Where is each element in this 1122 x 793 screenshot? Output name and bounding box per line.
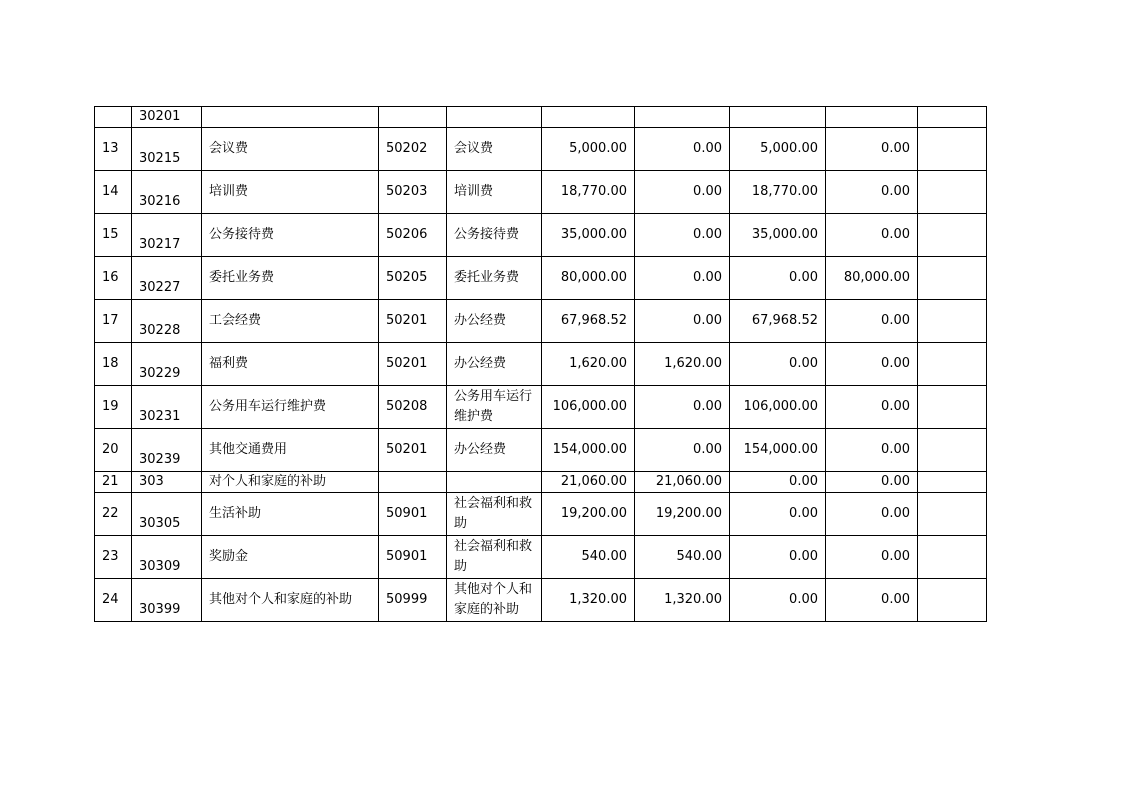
cell-govt-name: 培训费 [447, 171, 542, 214]
cell-amount-extra [918, 536, 987, 579]
cell-amount-basic: 21,060.00 [635, 472, 730, 493]
cell-govt-code: 50208 [379, 386, 447, 429]
cell-economic-name: 会议费 [202, 128, 379, 171]
cell-govt-name: 会议费 [447, 128, 542, 171]
cell-govt-name: 社会福利和救助 [447, 536, 542, 579]
cell-amount-extra [918, 493, 987, 536]
cell-economic-name: 工会经费 [202, 300, 379, 343]
cell-amount-basic: 19,200.00 [635, 493, 730, 536]
cell-row-number: 20 [95, 429, 132, 472]
cell-amount-total: 21,060.00 [542, 472, 635, 493]
cell-row-number: 18 [95, 343, 132, 386]
cell-amount-total: 5,000.00 [542, 128, 635, 171]
cell-economic-code: 30239 [132, 429, 202, 472]
cell-govt-code: 50202 [379, 128, 447, 171]
cell-economic-code: 30305 [132, 493, 202, 536]
cell-govt-name [447, 472, 542, 493]
table-row [95, 171, 987, 214]
cell-amount-project: 154,000.00 [730, 429, 826, 472]
cell-amount-project: 35,000.00 [730, 214, 826, 257]
cell-economic-code: 30309 [132, 536, 202, 579]
cell-amount-total: 1,620.00 [542, 343, 635, 386]
cell-govt-name: 其他对个人和家庭的补助 [447, 579, 542, 622]
cell-amount-basic [635, 107, 730, 128]
cell-govt-code: 50901 [379, 536, 447, 579]
cell-govt-name: 办公经费 [447, 343, 542, 386]
cell-amount-total: 80,000.00 [542, 257, 635, 300]
cell-govt-name: 办公经费 [447, 300, 542, 343]
cell-govt-code: 50201 [379, 343, 447, 386]
cell-economic-code: 30215 [132, 128, 202, 171]
cell-amount-other: 0.00 [826, 128, 918, 171]
cell-amount-other: 0.00 [826, 536, 918, 579]
cell-row-number [95, 107, 132, 128]
cell-amount-project: 18,770.00 [730, 171, 826, 214]
cell-economic-name: 公务接待费 [202, 214, 379, 257]
cell-amount-total: 19,200.00 [542, 493, 635, 536]
table-row [95, 472, 987, 493]
cell-amount-extra [918, 128, 987, 171]
cell-govt-code: 50206 [379, 214, 447, 257]
table-row [95, 257, 987, 300]
cell-amount-other: 0.00 [826, 472, 918, 493]
cell-economic-code: 30216 [132, 171, 202, 214]
cell-amount-project: 0.00 [730, 536, 826, 579]
cell-row-number: 15 [95, 214, 132, 257]
table-row [95, 214, 987, 257]
cell-amount-extra [918, 343, 987, 386]
cell-amount-extra [918, 429, 987, 472]
cell-amount-basic: 1,620.00 [635, 343, 730, 386]
budget-table [94, 106, 987, 622]
cell-amount-total: 154,000.00 [542, 429, 635, 472]
cell-amount-extra [918, 386, 987, 429]
table-row [95, 128, 987, 171]
cell-govt-name: 委托业务费 [447, 257, 542, 300]
cell-amount-project: 0.00 [730, 493, 826, 536]
table-row [95, 579, 987, 622]
cell-row-number: 24 [95, 579, 132, 622]
cell-economic-code: 30227 [132, 257, 202, 300]
cell-economic-code: 30229 [132, 343, 202, 386]
cell-amount-other: 0.00 [826, 214, 918, 257]
cell-amount-other: 0.00 [826, 493, 918, 536]
cell-economic-name: 公务用车运行维护费 [202, 386, 379, 429]
cell-govt-code [379, 472, 447, 493]
table-row [95, 343, 987, 386]
table-row [95, 386, 987, 429]
cell-govt-code: 50203 [379, 171, 447, 214]
cell-economic-name: 其他对个人和家庭的补助 [202, 579, 379, 622]
cell-amount-project: 0.00 [730, 257, 826, 300]
cell-amount-total: 106,000.00 [542, 386, 635, 429]
cell-govt-code [379, 107, 447, 128]
cell-economic-name: 对个人和家庭的补助 [202, 472, 379, 493]
cell-amount-extra [918, 107, 987, 128]
cell-economic-name: 奖励金 [202, 536, 379, 579]
cell-economic-name: 生活补助 [202, 493, 379, 536]
cell-amount-other: 0.00 [826, 300, 918, 343]
table-row [95, 300, 987, 343]
cell-amount-total: 1,320.00 [542, 579, 635, 622]
cell-amount-basic: 1,320.00 [635, 579, 730, 622]
cell-govt-code: 50201 [379, 429, 447, 472]
cell-amount-other: 0.00 [826, 343, 918, 386]
cell-economic-name: 福利费 [202, 343, 379, 386]
cell-amount-other: 0.00 [826, 579, 918, 622]
cell-economic-name [202, 107, 379, 128]
cell-amount-basic: 0.00 [635, 300, 730, 343]
cell-amount-project: 106,000.00 [730, 386, 826, 429]
cell-amount-extra [918, 579, 987, 622]
cell-amount-extra [918, 171, 987, 214]
cell-govt-name [447, 107, 542, 128]
cell-amount-extra [918, 472, 987, 493]
cell-amount-other: 80,000.00 [826, 257, 918, 300]
table-row [95, 429, 987, 472]
cell-row-number: 23 [95, 536, 132, 579]
cell-govt-name: 办公经费 [447, 429, 542, 472]
table-body [95, 107, 987, 622]
cell-amount-basic: 0.00 [635, 171, 730, 214]
cell-amount-project [730, 107, 826, 128]
table-row [95, 536, 987, 579]
cell-govt-name: 公务用车运行维护费 [447, 386, 542, 429]
cell-amount-other: 0.00 [826, 386, 918, 429]
cell-govt-code: 50999 [379, 579, 447, 622]
cell-amount-basic: 0.00 [635, 257, 730, 300]
cell-amount-other: 0.00 [826, 429, 918, 472]
cell-amount-project: 0.00 [730, 472, 826, 493]
cell-economic-code: 30231 [132, 386, 202, 429]
cell-amount-extra [918, 257, 987, 300]
cell-govt-code: 50201 [379, 300, 447, 343]
cell-amount-basic: 0.00 [635, 214, 730, 257]
cell-amount-project: 0.00 [730, 343, 826, 386]
cell-row-number: 16 [95, 257, 132, 300]
table-row [95, 493, 987, 536]
cell-amount-basic: 0.00 [635, 386, 730, 429]
cell-amount-project: 0.00 [730, 579, 826, 622]
cell-govt-name: 公务接待费 [447, 214, 542, 257]
cell-row-number: 17 [95, 300, 132, 343]
cell-economic-code: 303 [132, 472, 202, 493]
cell-row-number: 14 [95, 171, 132, 214]
cell-economic-code: 30228 [132, 300, 202, 343]
cell-amount-basic: 0.00 [635, 128, 730, 171]
cell-economic-code: 30217 [132, 214, 202, 257]
cell-amount-total: 67,968.52 [542, 300, 635, 343]
cell-amount-other: 0.00 [826, 171, 918, 214]
cell-amount-basic: 0.00 [635, 429, 730, 472]
cell-amount-extra [918, 300, 987, 343]
cell-row-number: 22 [95, 493, 132, 536]
cell-govt-code: 50205 [379, 257, 447, 300]
cell-economic-code: 30201 [132, 107, 202, 128]
cell-govt-code: 50901 [379, 493, 447, 536]
cell-amount-total: 35,000.00 [542, 214, 635, 257]
cell-amount-total: 540.00 [542, 536, 635, 579]
cell-row-number: 19 [95, 386, 132, 429]
cell-economic-name: 培训费 [202, 171, 379, 214]
cell-amount-total: 18,770.00 [542, 171, 635, 214]
cell-row-number: 13 [95, 128, 132, 171]
cell-amount-basic: 540.00 [635, 536, 730, 579]
table-row [95, 107, 987, 128]
cell-amount-other [826, 107, 918, 128]
cell-row-number: 21 [95, 472, 132, 493]
cell-economic-name: 委托业务费 [202, 257, 379, 300]
cell-govt-name: 社会福利和救助 [447, 493, 542, 536]
cell-amount-project: 67,968.52 [730, 300, 826, 343]
cell-amount-project: 5,000.00 [730, 128, 826, 171]
cell-economic-code: 30399 [132, 579, 202, 622]
cell-economic-name: 其他交通费用 [202, 429, 379, 472]
cell-amount-total [542, 107, 635, 128]
cell-amount-extra [918, 214, 987, 257]
